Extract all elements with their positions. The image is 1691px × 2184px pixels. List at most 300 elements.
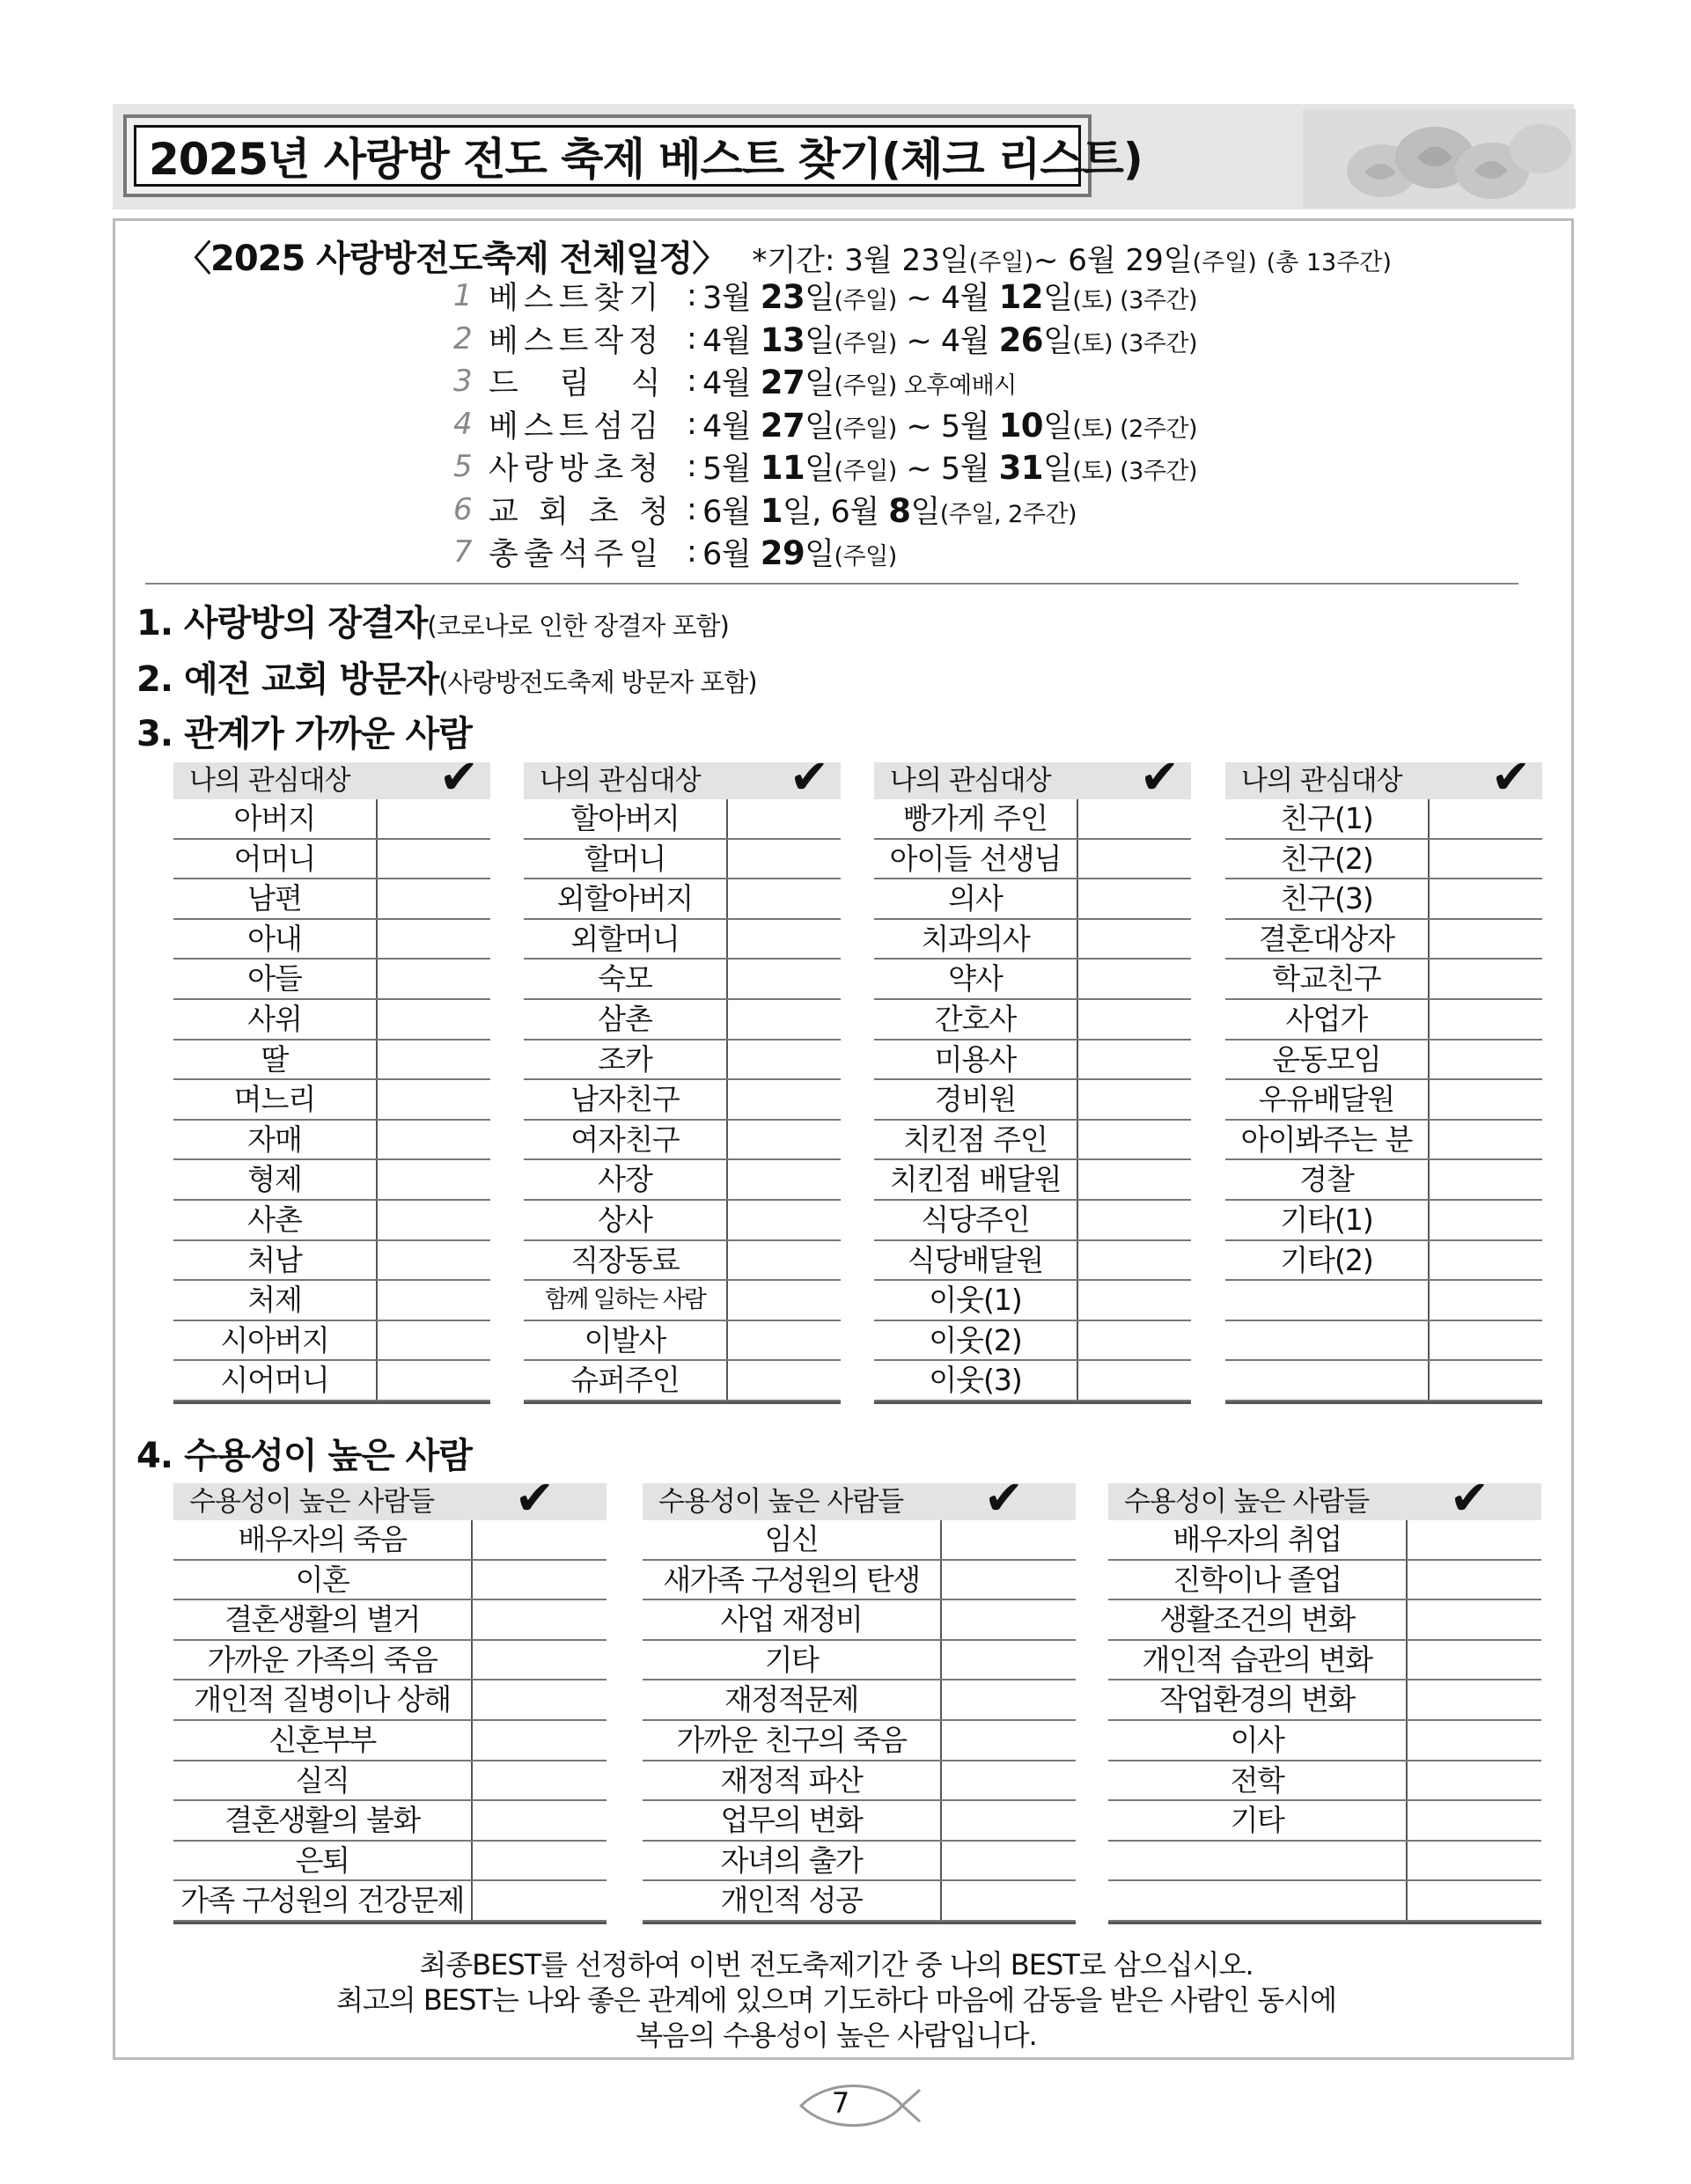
- check-cell[interactable]: [1078, 1080, 1191, 1119]
- interest-target-label: 외할머니: [524, 920, 728, 959]
- checkmark-icon: ✔: [1449, 1470, 1489, 1526]
- table-row: [173, 1241, 490, 1282]
- table-row: [874, 1000, 1191, 1041]
- interest-target-label: 딸: [173, 1041, 378, 1079]
- check-cell[interactable]: [728, 1121, 841, 1159]
- check-cell[interactable]: [1430, 840, 1542, 879]
- receptive-situation-label: 가까운 가족의 죽음: [173, 1641, 473, 1680]
- check-cell[interactable]: [1078, 1041, 1191, 1079]
- schedule-item-name: 사랑방초청: [489, 452, 665, 487]
- table-row: [173, 1281, 490, 1321]
- interest-target-label: 결혼대상자: [1225, 920, 1430, 959]
- schedule-item: 5 사랑방초청 : 5월 11일(주일) ~ 5월 31일(토) (3주간): [453, 445, 1197, 488]
- check-cell[interactable]: [1430, 1321, 1542, 1360]
- schedule-item: 4 베스트섬김 : 4월 27일(주일) ~ 5월 10일(토) (2주간): [453, 403, 1197, 445]
- table-row: [173, 1801, 607, 1842]
- receptive-situation-label: 배우자의 죽음: [173, 1520, 473, 1559]
- table-row: [1225, 1201, 1542, 1241]
- check-cell[interactable]: [473, 1641, 607, 1680]
- check-cell[interactable]: [1078, 920, 1191, 959]
- check-cell[interactable]: [1078, 1321, 1191, 1360]
- check-cell[interactable]: [473, 1881, 607, 1920]
- check-cell[interactable]: [942, 1842, 1076, 1880]
- table-row: [524, 1281, 841, 1321]
- check-cell[interactable]: [728, 1361, 841, 1400]
- table-row: [173, 1321, 490, 1362]
- check-cell[interactable]: [728, 799, 841, 838]
- check-cell[interactable]: [378, 799, 490, 838]
- fish-icon: [792, 2079, 924, 2132]
- table-row: [643, 1881, 1076, 1922]
- interest-target-label: 친구(2): [1225, 840, 1430, 879]
- section-heading-past-visitors: 2. 예전 교회 방문자(사랑방전도축제 방문자 포함): [136, 659, 757, 700]
- check-cell[interactable]: [473, 1721, 607, 1760]
- check-cell[interactable]: [942, 1520, 1076, 1559]
- check-cell[interactable]: [1078, 1000, 1191, 1039]
- interest-target-label: 여자친구: [524, 1121, 728, 1159]
- check-cell[interactable]: [378, 1160, 490, 1199]
- check-cell[interactable]: [942, 1761, 1076, 1800]
- check-cell[interactable]: [1408, 1761, 1541, 1800]
- schedule-item-dates: 3월 23일(주일) ~ 4월 12일(토) (3주간): [702, 278, 1198, 316]
- check-cell[interactable]: [728, 1281, 841, 1320]
- table-row: [173, 1041, 490, 1081]
- table-row: [1225, 1361, 1542, 1401]
- check-cell[interactable]: [1408, 1721, 1541, 1760]
- interest-target-label: 경찰: [1225, 1160, 1430, 1199]
- receptive-situation-label: 은퇴: [173, 1842, 473, 1880]
- table-row: [1225, 1041, 1542, 1081]
- interest-target-label: 약사: [874, 960, 1078, 998]
- interest-target-label: 기타(1): [1225, 1201, 1430, 1239]
- table-row: [173, 1201, 490, 1241]
- table-row: [874, 879, 1191, 920]
- table-row: [173, 1160, 490, 1201]
- schedule-item-number: 4: [453, 406, 473, 442]
- interest-target-label: 숙모: [524, 960, 728, 998]
- check-cell[interactable]: [378, 1080, 490, 1119]
- table-row: [173, 1520, 607, 1561]
- schedule-item-number: 7: [453, 534, 473, 570]
- check-cell[interactable]: [1430, 1000, 1542, 1039]
- table-row: [524, 1361, 841, 1401]
- check-cell[interactable]: [378, 920, 490, 959]
- check-cell[interactable]: [1408, 1561, 1541, 1599]
- schedule-item-dates: 5월 11일(주일) ~ 5월 31일(토) (3주간): [702, 449, 1198, 487]
- check-cell[interactable]: [1408, 1641, 1541, 1680]
- check-cell[interactable]: [378, 1281, 490, 1320]
- table-row: [524, 1121, 841, 1161]
- check-cell[interactable]: [1408, 1680, 1541, 1719]
- check-cell[interactable]: [1430, 879, 1542, 918]
- title-box: [123, 114, 1143, 197]
- check-cell[interactable]: [1408, 1520, 1541, 1559]
- page-number: 7: [831, 2086, 850, 2120]
- checkmark-icon: ✔: [514, 1470, 554, 1526]
- receptive-situation-label: 개인적 습관의 변화: [1108, 1641, 1408, 1680]
- check-cell[interactable]: [1078, 1241, 1191, 1280]
- table-row: [874, 840, 1191, 880]
- check-cell[interactable]: [728, 1160, 841, 1199]
- interest-target-label: 며느리: [173, 1080, 378, 1119]
- receptive-situation-label: 새가족 구성원의 탄생: [643, 1561, 942, 1599]
- check-cell[interactable]: [1430, 1121, 1542, 1159]
- receptive-situation-label: 신혼부부: [173, 1721, 473, 1760]
- check-cell[interactable]: [378, 1361, 490, 1400]
- receptive-situation-label: 사업 재정비: [643, 1600, 942, 1639]
- section-heading-absentees: 1. 사랑방의 장결자(코로나로 인한 장결자 포함): [136, 603, 729, 643]
- check-cell[interactable]: [1078, 960, 1191, 998]
- schedule-item-number: 1: [453, 278, 473, 313]
- receptive-situation-label: 전학: [1108, 1761, 1408, 1800]
- interest-target-label: 사촌: [173, 1201, 378, 1239]
- schedule-item-name: 베스트작정: [489, 323, 665, 359]
- checkmark-icon: ✔: [983, 1470, 1023, 1526]
- interest-target-label: 조카: [524, 1041, 728, 1079]
- footer-line: 복음의 수용성이 높은 사람입니다.: [636, 2019, 1037, 2052]
- interest-target-label: 외할아버지: [524, 879, 728, 918]
- interest-target-label: [1225, 1321, 1430, 1360]
- check-cell[interactable]: [1078, 1160, 1191, 1199]
- checkmark-icon: ✔: [1139, 749, 1179, 805]
- check-cell[interactable]: [473, 1680, 607, 1719]
- table-row: [874, 1321, 1191, 1362]
- check-cell[interactable]: [473, 1520, 607, 1559]
- table-row: [1225, 960, 1542, 1000]
- receptive-situation-label: 가족 구성원의 건강문제: [173, 1881, 473, 1920]
- check-cell[interactable]: [1078, 879, 1191, 918]
- schedule-item-name: 베스트섬김: [489, 408, 665, 445]
- check-cell[interactable]: [378, 1000, 490, 1039]
- check-cell[interactable]: [473, 1561, 607, 1599]
- check-cell[interactable]: [1078, 1281, 1191, 1320]
- interest-target-label: 아내: [173, 920, 378, 959]
- table-row: [643, 1641, 1076, 1681]
- interest-target-label: 이웃(2): [874, 1321, 1078, 1360]
- check-cell[interactable]: [942, 1561, 1076, 1599]
- table-row: [1108, 1680, 1541, 1721]
- interest-target-label: 남편: [173, 879, 378, 918]
- check-cell[interactable]: [728, 1080, 841, 1119]
- check-cell[interactable]: [728, 1321, 841, 1360]
- table-row: [874, 1160, 1191, 1201]
- table-row: [1225, 879, 1542, 920]
- schedule-item: 2 베스트작정 : 4월 13일(주일) ~ 4월 26일(토) (3주간): [453, 318, 1197, 360]
- interest-target-label: 어머니: [173, 840, 378, 879]
- check-cell[interactable]: [728, 1041, 841, 1079]
- table-header: 나의 관심대상 ✔: [173, 762, 490, 799]
- schedule-item-dates: 6월 29일(주일): [702, 534, 897, 572]
- table-row: [874, 1201, 1191, 1241]
- interest-target-label: 기타(2): [1225, 1241, 1430, 1280]
- check-cell[interactable]: [473, 1600, 607, 1639]
- table-row: [1108, 1520, 1541, 1561]
- check-cell[interactable]: [473, 1842, 607, 1880]
- table-header: 나의 관심대상 ✔: [874, 762, 1191, 799]
- check-cell[interactable]: [942, 1801, 1076, 1840]
- schedule-item-name: 교 회 초 청: [489, 494, 674, 530]
- schedule-item: 1 베스트찾기 : 3월 23일(주일) ~ 4월 12일(토) (3주간): [453, 275, 1197, 317]
- check-cell[interactable]: [1078, 1121, 1191, 1159]
- interest-target-label: 경비원: [874, 1080, 1078, 1119]
- table-row: [173, 1881, 607, 1922]
- interest-target-label: 상사: [524, 1201, 728, 1239]
- table-row: [643, 1801, 1076, 1842]
- schedule-item: 3 드 림 식 : 4월 27일(주일) 오후예배시: [453, 360, 1017, 402]
- check-cell[interactable]: [1430, 1281, 1542, 1320]
- table-row: [874, 799, 1191, 840]
- check-cell[interactable]: [1408, 1842, 1541, 1880]
- check-cell[interactable]: [473, 1761, 607, 1800]
- table-row: [524, 799, 841, 840]
- table-row: [1225, 1000, 1542, 1041]
- interest-target-label: 이웃(3): [874, 1361, 1078, 1400]
- schedule-item: 6 교 회 초 청 : 6월 1일, 6월 8일(주일, 2주간): [453, 489, 1077, 531]
- interest-target-label: 치킨점 주인: [874, 1121, 1078, 1159]
- check-cell[interactable]: [942, 1680, 1076, 1719]
- check-cell[interactable]: [1078, 1201, 1191, 1239]
- table-row: [524, 1000, 841, 1041]
- table-row: [1225, 1241, 1542, 1282]
- table-row: [173, 1721, 607, 1761]
- table-row: [524, 1201, 841, 1241]
- section-heading-receptive-people: 4. 수용성이 높은 사람: [136, 1436, 472, 1476]
- table-row: [173, 1680, 607, 1721]
- schedule-item: 7 총출석주일 : 6월 29일(주일): [453, 531, 897, 573]
- check-cell[interactable]: [378, 1041, 490, 1079]
- receptive-situation-label: 임신: [643, 1520, 942, 1559]
- table-row: [173, 1361, 490, 1401]
- table-row: [643, 1520, 1076, 1561]
- check-cell[interactable]: [942, 1600, 1076, 1639]
- table-row: [1225, 1281, 1542, 1321]
- check-cell[interactable]: [1078, 1361, 1191, 1400]
- table-row: [524, 1080, 841, 1121]
- interest-target-label: 형제: [173, 1160, 378, 1199]
- table-row: [643, 1721, 1076, 1761]
- check-cell[interactable]: [728, 1201, 841, 1239]
- table-row: [643, 1680, 1076, 1721]
- check-cell[interactable]: [473, 1801, 607, 1840]
- check-cell[interactable]: [942, 1881, 1076, 1920]
- table-row: [874, 1241, 1191, 1282]
- interest-target-label: 치과의사: [874, 920, 1078, 959]
- table-row: [524, 1041, 841, 1081]
- table-row: [1225, 1121, 1542, 1161]
- receptive-table: [1108, 1470, 1541, 1924]
- interest-target-label: 사위: [173, 1000, 378, 1039]
- table-row: [1108, 1842, 1541, 1882]
- interest-target-label: 할아버지: [524, 799, 728, 838]
- table-row: [524, 1241, 841, 1282]
- interest-table: [173, 749, 490, 1404]
- schedule-item-number: 3: [453, 364, 473, 399]
- check-cell[interactable]: [942, 1721, 1076, 1760]
- table-row: [643, 1600, 1076, 1641]
- table-header: 수용성이 높은 사람들 ✔: [173, 1483, 607, 1520]
- table-row: [173, 840, 490, 880]
- interest-table: [1225, 749, 1542, 1404]
- receptive-situation-label: 개인적 질병이나 상해: [173, 1680, 473, 1719]
- check-cell[interactable]: [1430, 960, 1542, 998]
- interest-target-label: 우유배달원: [1225, 1080, 1430, 1119]
- receptive-situation-label: [1108, 1881, 1408, 1920]
- check-cell[interactable]: [728, 879, 841, 918]
- table-row: [1225, 1080, 1542, 1121]
- interest-target-label: 간호사: [874, 1000, 1078, 1039]
- checkmark-icon: ✔: [438, 749, 478, 805]
- check-cell[interactable]: [728, 1241, 841, 1280]
- interest-target-label: [1225, 1361, 1430, 1400]
- interest-target-label: 직장동료: [524, 1241, 728, 1280]
- schedule-item-dates: 4월 13일(주일) ~ 4월 26일(토) (3주간): [702, 320, 1198, 359]
- schedule-title: 〈2025 사랑방전도축제 전체일정〉: [176, 239, 727, 279]
- footer-line: 최종BEST를 선정하여 이번 전도축제기간 중 나의 BEST로 삼으십시오.: [419, 1948, 1254, 1982]
- schedule-item-number: 6: [453, 491, 473, 527]
- interest-target-label: 아이봐주는 분: [1225, 1121, 1430, 1159]
- table-row: [1108, 1561, 1541, 1601]
- table-row: [173, 1600, 607, 1641]
- check-cell[interactable]: [1430, 920, 1542, 959]
- check-cell[interactable]: [378, 879, 490, 918]
- interest-target-label: 처남: [173, 1241, 378, 1280]
- table-row: [173, 920, 490, 960]
- check-cell[interactable]: [1430, 1201, 1542, 1239]
- table-row: [643, 1561, 1076, 1601]
- check-cell[interactable]: [378, 1121, 490, 1159]
- table-header: 나의 관심대상 ✔: [1225, 762, 1542, 799]
- interest-target-label: 의사: [874, 879, 1078, 918]
- receptive-situation-label: 업무의 변화: [643, 1801, 942, 1840]
- interest-target-label: [1225, 1281, 1430, 1320]
- check-cell[interactable]: [378, 1241, 490, 1280]
- table-row: [1108, 1761, 1541, 1802]
- check-cell[interactable]: [1430, 1080, 1542, 1119]
- table-row: [173, 1080, 490, 1121]
- check-cell[interactable]: [1078, 799, 1191, 838]
- checkmark-icon: ✔: [1490, 749, 1530, 805]
- schedule-item-number: 5: [453, 449, 473, 484]
- interest-target-label: 이웃(1): [874, 1281, 1078, 1320]
- interest-target-label: 사장: [524, 1160, 728, 1199]
- table-row: [874, 1080, 1191, 1121]
- table-row: [524, 840, 841, 880]
- check-cell[interactable]: [1078, 840, 1191, 879]
- interest-target-label: 치킨점 배달원: [874, 1160, 1078, 1199]
- table-row: [1108, 1721, 1541, 1761]
- table-row: [173, 879, 490, 920]
- table-row: [173, 1561, 607, 1601]
- footer-line: 최고의 BEST는 나와 좋은 관계에 있으며 기도하다 마음에 감동을 받은 사람인 동시에: [335, 1983, 1337, 2017]
- table-header: 나의 관심대상 ✔: [524, 762, 841, 799]
- interest-target-label: 이발사: [524, 1321, 728, 1360]
- receptive-situation-label: 생활조건의 변화: [1108, 1600, 1408, 1639]
- table-row: [643, 1842, 1076, 1882]
- table-row: [524, 1321, 841, 1362]
- check-cell[interactable]: [1430, 799, 1542, 838]
- interest-target-label: 시어머니: [173, 1361, 378, 1400]
- receptive-situation-label: 진학이나 졸업: [1108, 1561, 1408, 1599]
- check-cell[interactable]: [378, 960, 490, 998]
- receptive-situation-label: [1108, 1842, 1408, 1880]
- table-row: [173, 1761, 607, 1802]
- receptive-situation-label: 이혼: [173, 1561, 473, 1599]
- table-row: [874, 920, 1191, 960]
- schedule-period: *기간: 3월 23일(주일)~ 6월 29일(주일) (총 13주간): [752, 243, 1392, 278]
- interest-target-label: 미용사: [874, 1041, 1078, 1079]
- table-row: [173, 960, 490, 1000]
- interest-target-label: 슈퍼주인: [524, 1361, 728, 1400]
- receptive-situation-label: 작업환경의 변화: [1108, 1680, 1408, 1719]
- check-cell[interactable]: [942, 1641, 1076, 1680]
- check-cell[interactable]: [1408, 1881, 1541, 1920]
- table-row: [874, 1281, 1191, 1321]
- table-row: [1108, 1641, 1541, 1681]
- receptive-situation-label: 배우자의 취업: [1108, 1520, 1408, 1559]
- interest-target-label: 빵가게 주인: [874, 799, 1078, 838]
- interest-target-label: 함께 일하는 사람: [524, 1281, 728, 1320]
- schedule-item-name: 베스트찾기: [489, 281, 665, 316]
- check-cell[interactable]: [728, 960, 841, 998]
- check-cell[interactable]: [1408, 1801, 1541, 1840]
- check-cell[interactable]: [1430, 1160, 1542, 1199]
- check-cell[interactable]: [378, 840, 490, 879]
- interest-target-label: 식당주인: [874, 1201, 1078, 1239]
- interest-target-label: 처제: [173, 1281, 378, 1320]
- interest-target-label: 시아버지: [173, 1321, 378, 1360]
- receptive-situation-label: 기타: [643, 1641, 942, 1680]
- table-row: [1108, 1600, 1541, 1641]
- roses-decoration-icon: [1303, 109, 1576, 208]
- table-row: [524, 1160, 841, 1201]
- table-row: [173, 1121, 490, 1161]
- page-title: 2025년 사랑방 전도 축제 베스트 찾기(체크 리스트): [134, 125, 1081, 187]
- table-row: [1108, 1801, 1541, 1842]
- schedule-item-dates: 4월 27일(주일) ~ 5월 10일(토) (2주간): [702, 406, 1198, 445]
- check-cell[interactable]: [728, 920, 841, 959]
- table-row: [874, 1121, 1191, 1161]
- schedule-item-name: 총출석주일: [489, 537, 665, 572]
- table-row: [643, 1761, 1076, 1802]
- table-row: [524, 920, 841, 960]
- check-cell[interactable]: [728, 840, 841, 879]
- table-row: [173, 1842, 607, 1882]
- table-row: [1225, 1160, 1542, 1201]
- check-cell[interactable]: [1430, 1241, 1542, 1280]
- receptive-situation-label: 실직: [173, 1761, 473, 1800]
- check-cell[interactable]: [1430, 1361, 1542, 1400]
- interest-target-label: 할머니: [524, 840, 728, 879]
- check-cell[interactable]: [1408, 1600, 1541, 1639]
- schedule-item-dates: 6월 1일, 6월 8일(주일, 2주간): [702, 491, 1077, 530]
- check-cell[interactable]: [1430, 1041, 1542, 1079]
- check-cell[interactable]: [378, 1201, 490, 1239]
- interest-target-label: 남자친구: [524, 1080, 728, 1119]
- table-header: 수용성이 높은 사람들 ✔: [1108, 1483, 1541, 1520]
- table-row: [874, 1041, 1191, 1081]
- check-cell[interactable]: [728, 1000, 841, 1039]
- interest-target-label: 학교친구: [1225, 960, 1430, 998]
- table-row: [1225, 920, 1542, 960]
- interest-target-label: 식당배달원: [874, 1241, 1078, 1280]
- check-cell[interactable]: [378, 1321, 490, 1360]
- table-row: [1225, 799, 1542, 840]
- receptive-situation-label: 재정적 파산: [643, 1761, 942, 1800]
- interest-table: [524, 749, 841, 1404]
- table-row: [524, 960, 841, 1000]
- receptive-table: [643, 1470, 1076, 1924]
- receptive-situation-label: 이사: [1108, 1721, 1408, 1760]
